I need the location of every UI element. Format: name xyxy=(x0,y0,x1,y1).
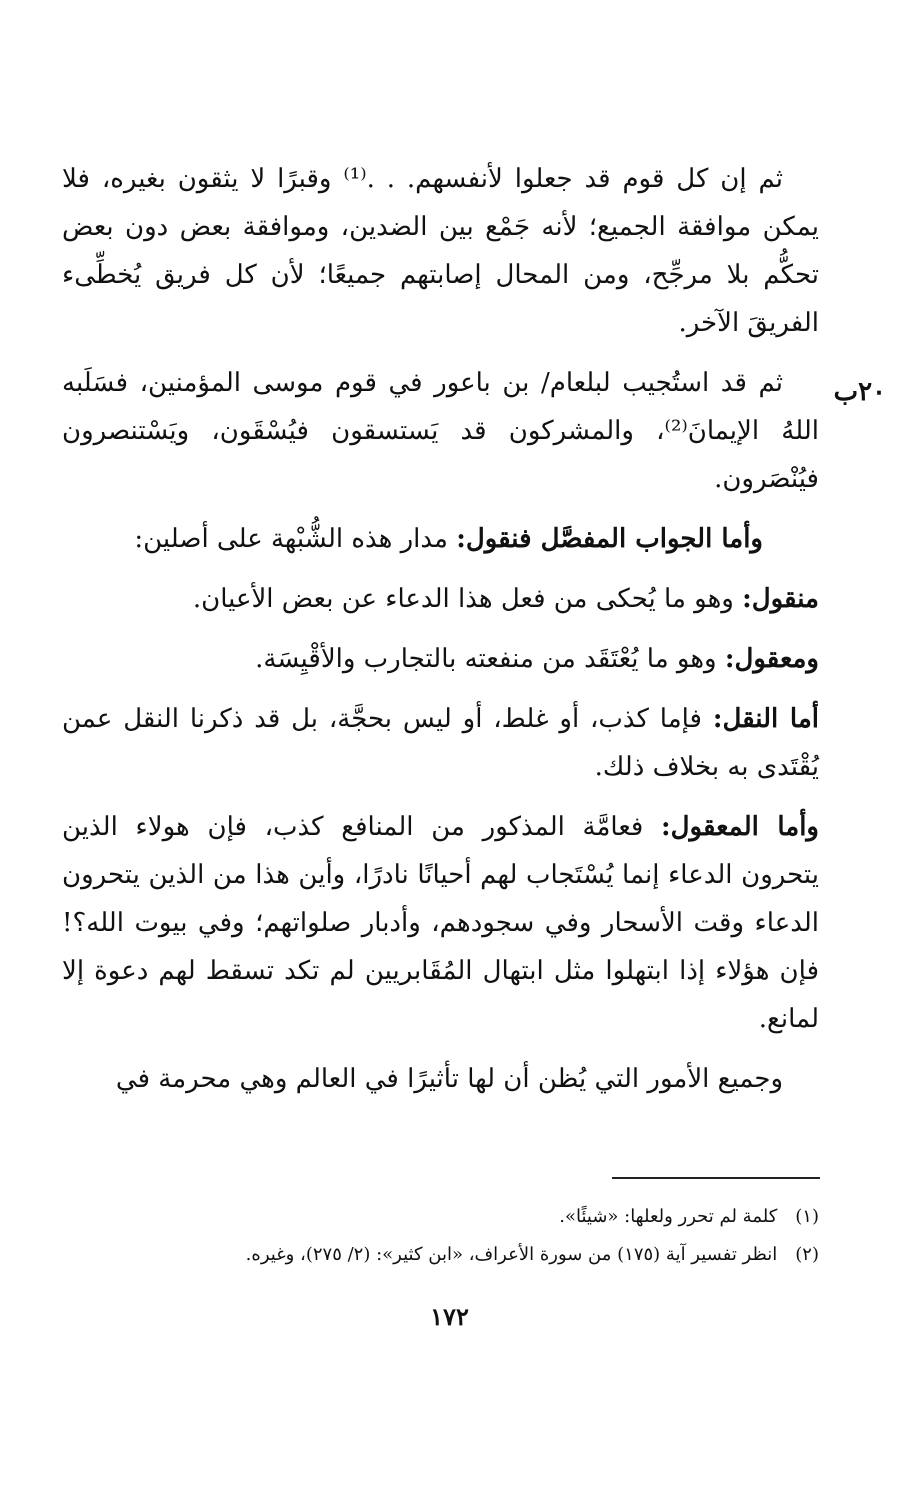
paragraph-3 xyxy=(62,515,819,563)
footnote-number: (١) xyxy=(795,1206,819,1227)
page-number: ١٧٢ xyxy=(430,1302,469,1331)
footnote-text: انظر تفسير آية (١٧٥) من سورة الأعراف، «ابن كثير»: (٢/ ٢٧٥)، وغيره. xyxy=(245,1244,778,1265)
paragraph-text: ثم إن كل قوم قد جعلوا لأنفسهم. . .⁽¹⁾ وقبرًا لا يثقون بغيره، فلا يمكن موافقة الجميع؛ لأنه جَمْع بين الضدين، وموافقة بعض دون بعض تحكُّم بلا مرجِّح، ومن المحال إصابتهم جميعًا؛ لأن كل فريق يُخطِّىء الفريقَ الآخر. xyxy=(62,164,819,338)
paragraph-lead: ومعقول: xyxy=(724,644,819,674)
paragraph-2 xyxy=(62,359,819,503)
paragraph-text: فإما كذب، أو غلط، أو ليس بحجَّة، بل قد ذكرنا النقل عمن يُقْتَدى به بخلاف ذلك. xyxy=(62,704,819,782)
footnote-2 xyxy=(62,1236,819,1274)
paragraph-lead: أما النقل: xyxy=(712,704,819,734)
footnote-divider xyxy=(612,1177,820,1179)
paragraph-8 xyxy=(62,1055,819,1103)
paragraph-text: وهو ما يُعْتَقَد من منفعته بالتجارب والأقْيِسَة. xyxy=(255,644,725,674)
paragraph-7 xyxy=(62,803,819,1043)
footnote-number: (٢) xyxy=(795,1244,819,1265)
paragraph-lead: وأما الجواب المفصَّل فنقول: xyxy=(456,524,763,554)
footnotes xyxy=(62,1198,819,1274)
paragraph-lead: وأما المعقول: xyxy=(661,812,819,842)
paragraph-text: وجميع الأمور التي يُظن أن لها تأثيرًا في العالم وهي محرمة في xyxy=(115,1064,783,1094)
paragraph-text: ثم قد استُجيب لبلعام/ بن باعور في قوم موسى المؤمنين، فسَلَبه اللهُ الإيمانَ⁽²⁾، والمشركون قد يَستسقون فيُسْقَون، ويَسْتنصرون فيُنْصَرون. xyxy=(62,368,819,494)
paragraph-5 xyxy=(62,635,819,683)
paragraph-4 xyxy=(62,575,819,623)
paragraph-text: وهو ما يُحكى من فعل هذا الدعاء عن بعض الأعيان. xyxy=(192,584,743,614)
paragraph-6 xyxy=(62,695,819,791)
paragraph-lead: منقول: xyxy=(742,584,819,614)
manuscript-folio-marker: ٢٠ب xyxy=(833,377,886,407)
footnote-text: كلمة لم تحرر ولعلها: «شيئًا». xyxy=(559,1206,778,1227)
paragraph-1 xyxy=(62,155,819,347)
paragraph-text: مدار هذه الشُّبْهة على أصلين: xyxy=(134,524,457,554)
main-text xyxy=(62,155,819,1115)
footnote-1 xyxy=(62,1198,819,1236)
paragraph-text: فعامَّة المذكور من المنافع كذب، فإن هولاء الذين يتحرون الدعاء إنما يُسْتَجاب لهم أحيانًا نادرًا، وأين هذا من الذين يتحرون الدعاء وقت الأسحار وفي سجودهم، وأدبار صلواتهم؛ وفي بيوت الله؟! فإن هؤلاء إذا ابتهلوا مثل ابتهال المُقَابريين لم تكد تسقط لهم دعوة إلا لمانع. xyxy=(62,812,819,1034)
